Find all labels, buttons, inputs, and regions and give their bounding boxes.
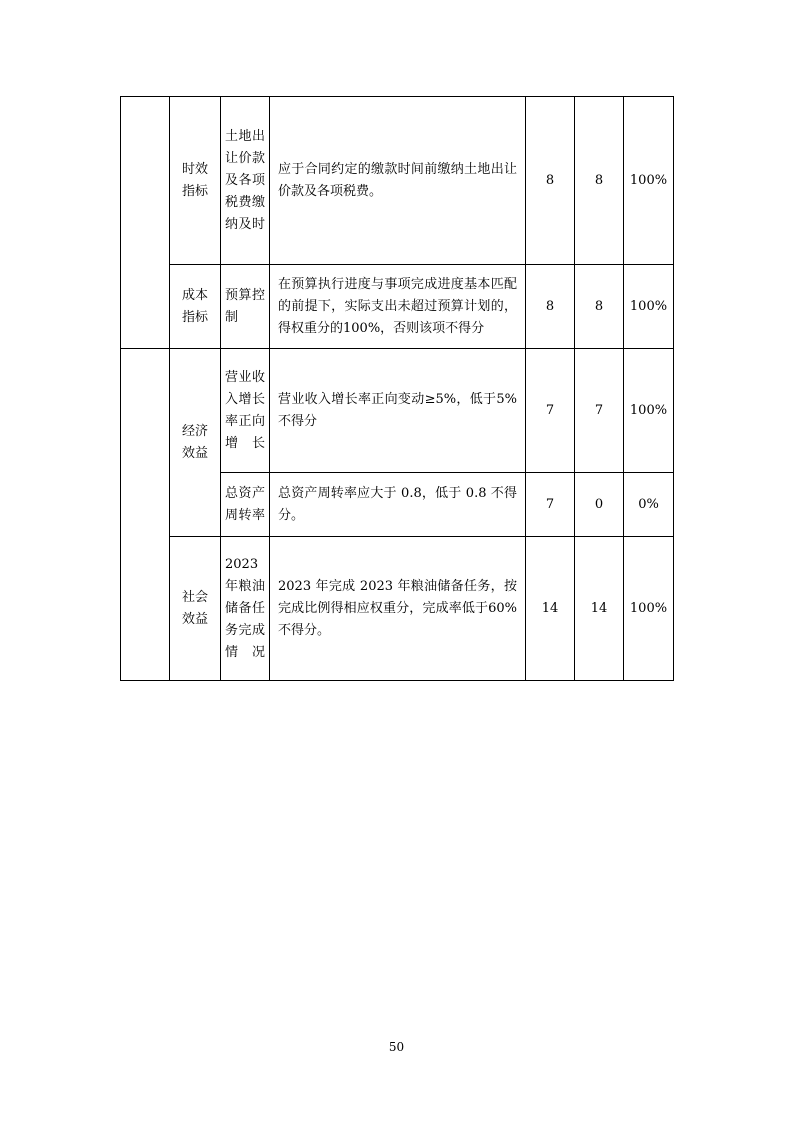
page-number: 50 bbox=[388, 1040, 405, 1054]
criterion-cell: 总资产周转率应大于 0.8，低于 0.8 不得分。 bbox=[270, 473, 526, 537]
rate-cell: 100% bbox=[624, 349, 674, 473]
table-row bbox=[121, 97, 674, 265]
sub-category-cell: 成本指标 bbox=[170, 265, 221, 349]
score-cell: 7 bbox=[575, 349, 624, 473]
score-cell: 8 bbox=[575, 97, 624, 265]
indicator-cell: 2023年粮油储备任务完成情况 bbox=[221, 537, 270, 681]
sub-category-cell: 社会效益 bbox=[170, 537, 221, 681]
category-cell-empty bbox=[121, 349, 170, 681]
table-row bbox=[121, 265, 674, 349]
rate-cell: 100% bbox=[624, 537, 674, 681]
rate-cell: 100% bbox=[624, 97, 674, 265]
indicator-cell: 总资产周转率 bbox=[221, 473, 270, 537]
sub-category-cell: 时效指标 bbox=[170, 97, 221, 265]
indicator-cell: 预算控制 bbox=[221, 265, 270, 349]
weight-cell: 8 bbox=[526, 97, 575, 265]
weight-cell: 7 bbox=[526, 349, 575, 473]
criterion-cell: 2023 年完成 2023 年粮油储备任务，按完成比例得相应权重分，完成率低于60%不得分。 bbox=[270, 537, 526, 681]
indicator-cell: 营业收入增长率正向增长 bbox=[221, 349, 270, 473]
criterion-cell: 在预算执行进度与事项完成进度基本匹配的前提下，实际支出未超过预算计划的，得权重分的100%，否则该项不得分 bbox=[270, 265, 526, 349]
category-cell-empty bbox=[121, 97, 170, 349]
sub-category-cell: 经济效益 bbox=[170, 349, 221, 537]
rate-cell: 100% bbox=[624, 265, 674, 349]
indicator-cell: 土地出让价款及各项税费缴纳及时 bbox=[221, 97, 270, 265]
evaluation-table bbox=[120, 96, 674, 681]
criterion-cell: 应于合同约定的缴款时间前缴纳土地出让价款及各项税费。 bbox=[270, 97, 526, 265]
weight-cell: 14 bbox=[526, 537, 575, 681]
weight-cell: 7 bbox=[526, 473, 575, 537]
weight-cell: 8 bbox=[526, 265, 575, 349]
score-cell: 14 bbox=[575, 537, 624, 681]
score-cell: 0 bbox=[575, 473, 624, 537]
table-row bbox=[121, 349, 674, 473]
table-row bbox=[121, 537, 674, 681]
criterion-cell: 营业收入增长率正向变动≥5%，低于5%不得分 bbox=[270, 349, 526, 473]
score-cell: 8 bbox=[575, 265, 624, 349]
rate-cell: 0% bbox=[624, 473, 674, 537]
